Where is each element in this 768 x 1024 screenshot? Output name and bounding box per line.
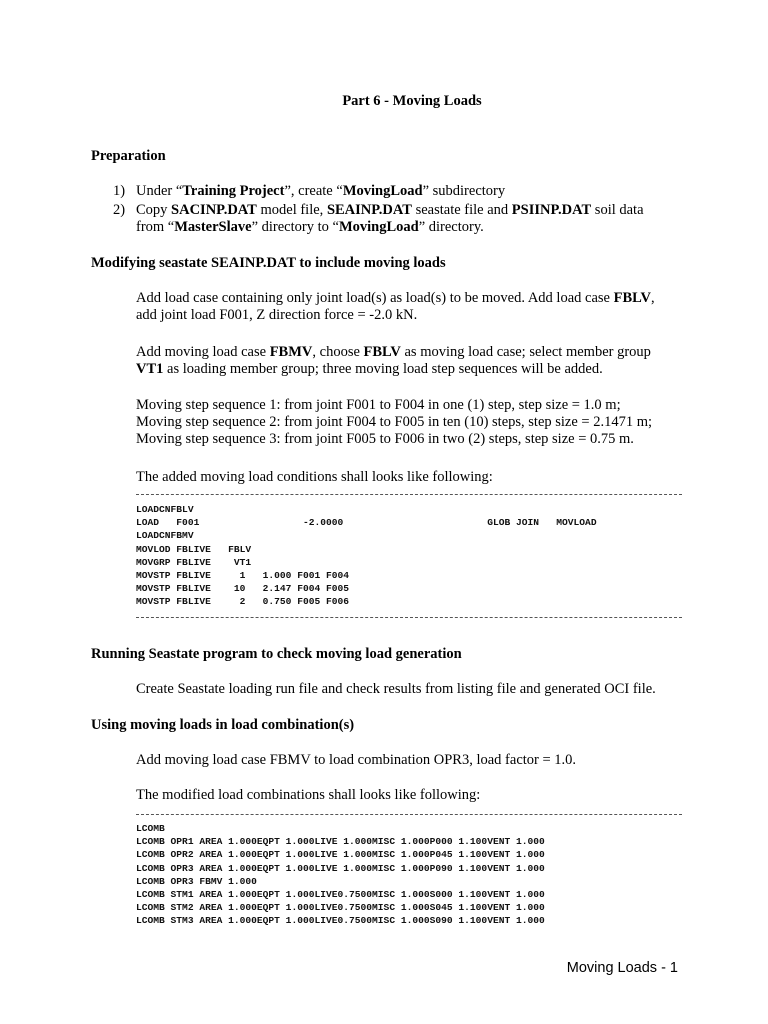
list-item (113, 202, 644, 219)
code-block (136, 822, 545, 928)
code-line: MOVSTP FBLIVE 1 1.000 F001 F004 (136, 570, 350, 582)
text-run: , choose (312, 344, 364, 360)
list-number: 1) (113, 183, 126, 199)
heading-combination: Using moving loads in load combination(s) (91, 717, 355, 733)
code-line: LOADCNFBMV (136, 530, 194, 542)
heading-preparation: Preparation (91, 148, 166, 164)
code-line: LCOMB OPR3 FBMV 1.000 (136, 875, 257, 887)
bold-term: FBLV (363, 344, 401, 360)
text-run: ” directory to “ (251, 219, 339, 235)
code-line: MOVSTP FBLIVE 10 2.147 F004 F005 (136, 583, 350, 595)
text-run: Copy (136, 202, 172, 218)
list-item (113, 183, 505, 200)
dashed-divider (136, 494, 682, 495)
bold-term: FBLV (613, 290, 651, 306)
code-line: LCOMB (136, 823, 165, 834)
dashed-divider (136, 814, 682, 815)
code-line: MOVGRP FBLIVE VT1 (136, 556, 252, 568)
heading-modifying: Modifying seastate SEAINP.DAT to include moving loads (91, 255, 446, 271)
text-run: from “ (136, 219, 175, 235)
bold-term: MovingLoad (338, 219, 419, 235)
code-block (136, 503, 597, 609)
paragraph: Add moving load case FBMV to load combination OPR3, load factor = 1.0. (136, 752, 577, 768)
bold-term: MasterSlave (174, 219, 252, 235)
code-line: LCOMB STM3 AREA 1.000EQPT 1.000LIVE0.7500MISC 1.000S090 1.100VENT 1.000 (136, 915, 545, 927)
text-line: Moving step sequence 2: from joint F004 to F005 in ten (10) steps, step size = 2.1471 m; (136, 414, 653, 430)
text-line: Moving step sequence 3: from joint F005 to F006 in two (2) steps, step size = 0.75 m. (136, 431, 634, 447)
list-number: 2) (113, 202, 126, 218)
bold-term: SEAINP.DAT (326, 202, 412, 218)
paragraph (136, 344, 651, 378)
code-line: LOAD F001 -2.0000 GLOB JOIN MOVLOAD (136, 517, 597, 529)
page-title: Part 6 - Moving Loads (342, 93, 482, 109)
text-run: Add load case containing only joint load(s) as load(s) to be moved. Add load case (136, 290, 614, 306)
code-line: LOADCNFBLV (136, 504, 194, 515)
code-line: MOVSTP FBLIVE 2 0.750 F005 F006 (136, 596, 350, 608)
bold-term: MovingLoad (342, 183, 423, 199)
text-run: seastate file and (411, 202, 512, 218)
paragraph (136, 290, 655, 324)
code-line: MOVLOD FBLIVE FBLV (136, 543, 252, 555)
bold-term: SACINP.DAT (171, 202, 257, 218)
bold-term: VT1 (136, 361, 164, 377)
text-run: Add moving load case (136, 344, 270, 360)
text-run: model file, (256, 202, 327, 218)
text-line: Moving step sequence 1: from joint F001 to F004 in one (1) step, step size = 1.0 m; (136, 397, 621, 413)
paragraph: Create Seastate loading run file and check results from listing file and generated OCI file. (136, 681, 656, 697)
text-run: Under “ (136, 183, 183, 199)
list-item-continuation (136, 219, 484, 236)
paragraph: The added moving load conditions shall looks like following: (136, 469, 493, 485)
bold-term: FBMV (269, 344, 313, 360)
text-run: ” directory. (418, 219, 484, 235)
text-run: as moving load case; select member group (400, 344, 651, 360)
code-line: LCOMB OPR2 AREA 1.000EQPT 1.000LIVE 1.000MISC 1.000P045 1.100VENT 1.000 (136, 849, 545, 861)
bold-term: PSIINP.DAT (511, 202, 592, 218)
heading-running: Running Seastate program to check moving load generation (91, 646, 462, 662)
text-run: as loading member group; three moving load step sequences will be added. (163, 361, 603, 377)
bold-term: Training Project (182, 183, 285, 199)
dashed-divider (136, 617, 682, 618)
code-line: LCOMB OPR3 AREA 1.000EQPT 1.000LIVE 1.000MISC 1.000P090 1.100VENT 1.000 (136, 862, 545, 874)
page-footer: Moving Loads - 1 (566, 960, 678, 976)
paragraph: The modified load combinations shall looks like following: (136, 787, 481, 803)
text-run: add joint load F001, Z direction force = -2.0 kN. (136, 307, 418, 323)
code-line: LCOMB OPR1 AREA 1.000EQPT 1.000LIVE 1.000MISC 1.000P000 1.100VENT 1.000 (136, 836, 545, 848)
text-run: ” subdirectory (422, 183, 506, 199)
code-line: LCOMB STM2 AREA 1.000EQPT 1.000LIVE0.7500MISC 1.000S045 1.100VENT 1.000 (136, 902, 545, 914)
paragraph (136, 397, 652, 448)
code-line: LCOMB STM1 AREA 1.000EQPT 1.000LIVE0.7500MISC 1.000S000 1.100VENT 1.000 (136, 889, 545, 901)
text-run: soil data (591, 202, 644, 218)
text-run: , (650, 290, 655, 306)
text-run: ”, create “ (284, 183, 343, 199)
